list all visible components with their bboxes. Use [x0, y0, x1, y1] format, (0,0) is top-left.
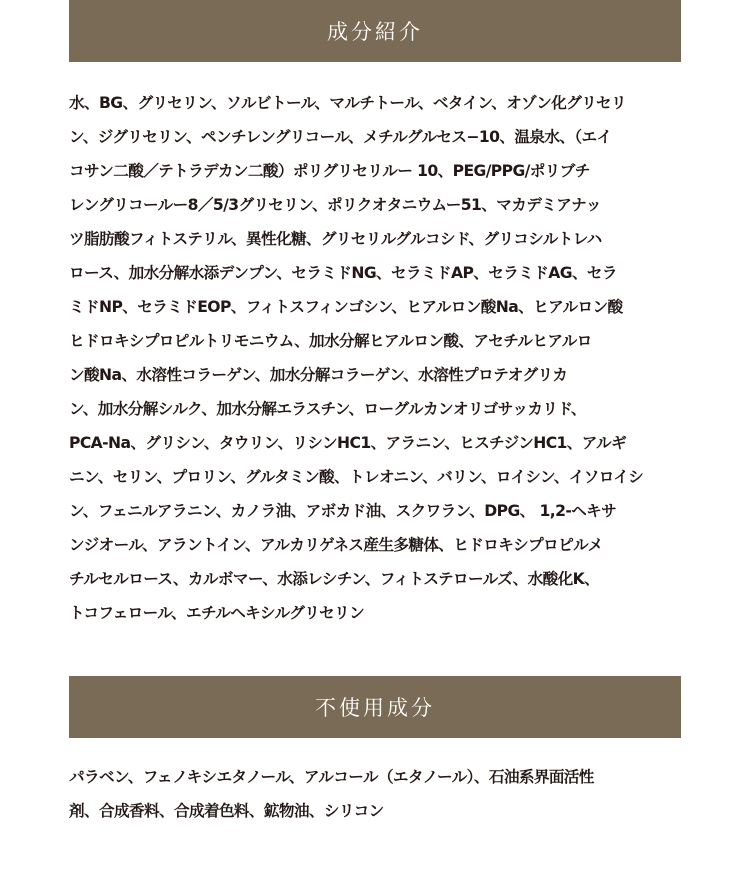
- ingredients-line: ン、ジグリセリン、ペンチレングリコール、メチルグルセス−10、温泉水、（エイ: [69, 128, 612, 146]
- excluded-line: 剤、合成香料、合成着色料、鉱物油、シリコン: [69, 802, 384, 820]
- ingredients-line: ンジオール、アラントイン、アルカリゲネス産生多糖体、ヒドロキシプロピルメ: [69, 536, 603, 554]
- ingredients-line: ロース、加水分解水添デンプン、セラミドNG、セラミドAP、セラミドAG、セラ: [69, 264, 617, 282]
- ingredients-line: トコフェロール、エチルヘキシルグリセリン: [69, 604, 365, 622]
- ingredients-line: ン、加水分解シルク、加水分解エラスチン、ローグルカンオリゴサッカリド、: [69, 400, 586, 418]
- ingredients-line: PCA-Na、グリシン、タウリン、リシンHC1、アラニン、ヒスチジンHC1、アルギ: [69, 434, 627, 452]
- ingredients-line: チルセルロース、カルボマー、水添レシチン、フィトステロールズ、水酸化K、: [69, 570, 600, 588]
- ingredients-list: [69, 86, 683, 630]
- ingredients-line: ン、フェニルアラニン、カノラ油、アボカド油、スクワラン、DPG、 1,2-ヘキサ: [69, 502, 617, 520]
- excluded-title: 不使用成分: [315, 696, 435, 720]
- ingredients-line: コサン二酸／テトラデカン二酸）ポリグリセリルー 10、PEG/PPG/ポリブチ: [69, 162, 590, 180]
- ingredients-line: ミドNP、セラミドEOP、フィトスフィンゴシン、ヒアルロン酸Na、ヒアルロン酸: [69, 298, 623, 316]
- ingredients-line: ツ脂肪酸フィトステリル、異性化糖、グリセリルグルコシド、グリコシルトレハ: [69, 230, 602, 248]
- ingredients-line: ヒドロキシプロピルトリモニウム、加水分解ヒアルロン酸、アセチルヒアルロ: [69, 332, 592, 350]
- ingredients-header: [69, 0, 681, 62]
- ingredients-line: 水、BG、グリセリン、ソルビトール、マルチトール、ベタイン、オゾン化グリセリ: [69, 94, 627, 112]
- ingredients-line: ニン、セリン、プロリン、グルタミン酸、トレオニン、バリン、ロイシン、イソロイシ: [69, 468, 644, 486]
- ingredients-line: レングリコールー8／5/3グリセリン、ポリクオタニウムー51、マカデミアナッ: [69, 196, 601, 214]
- excluded-header: [69, 676, 681, 738]
- ingredients-line: ン酸Na、水溶性コラーゲン、加水分解コラーゲン、水溶性プロテオグリカ: [69, 366, 568, 384]
- ingredients-title: 成分紹介: [327, 20, 423, 44]
- excluded-list: [69, 760, 683, 828]
- excluded-line: パラベン、フェノキシエタノール、アルコール（エタノール）、石油系界面活性: [69, 768, 594, 786]
